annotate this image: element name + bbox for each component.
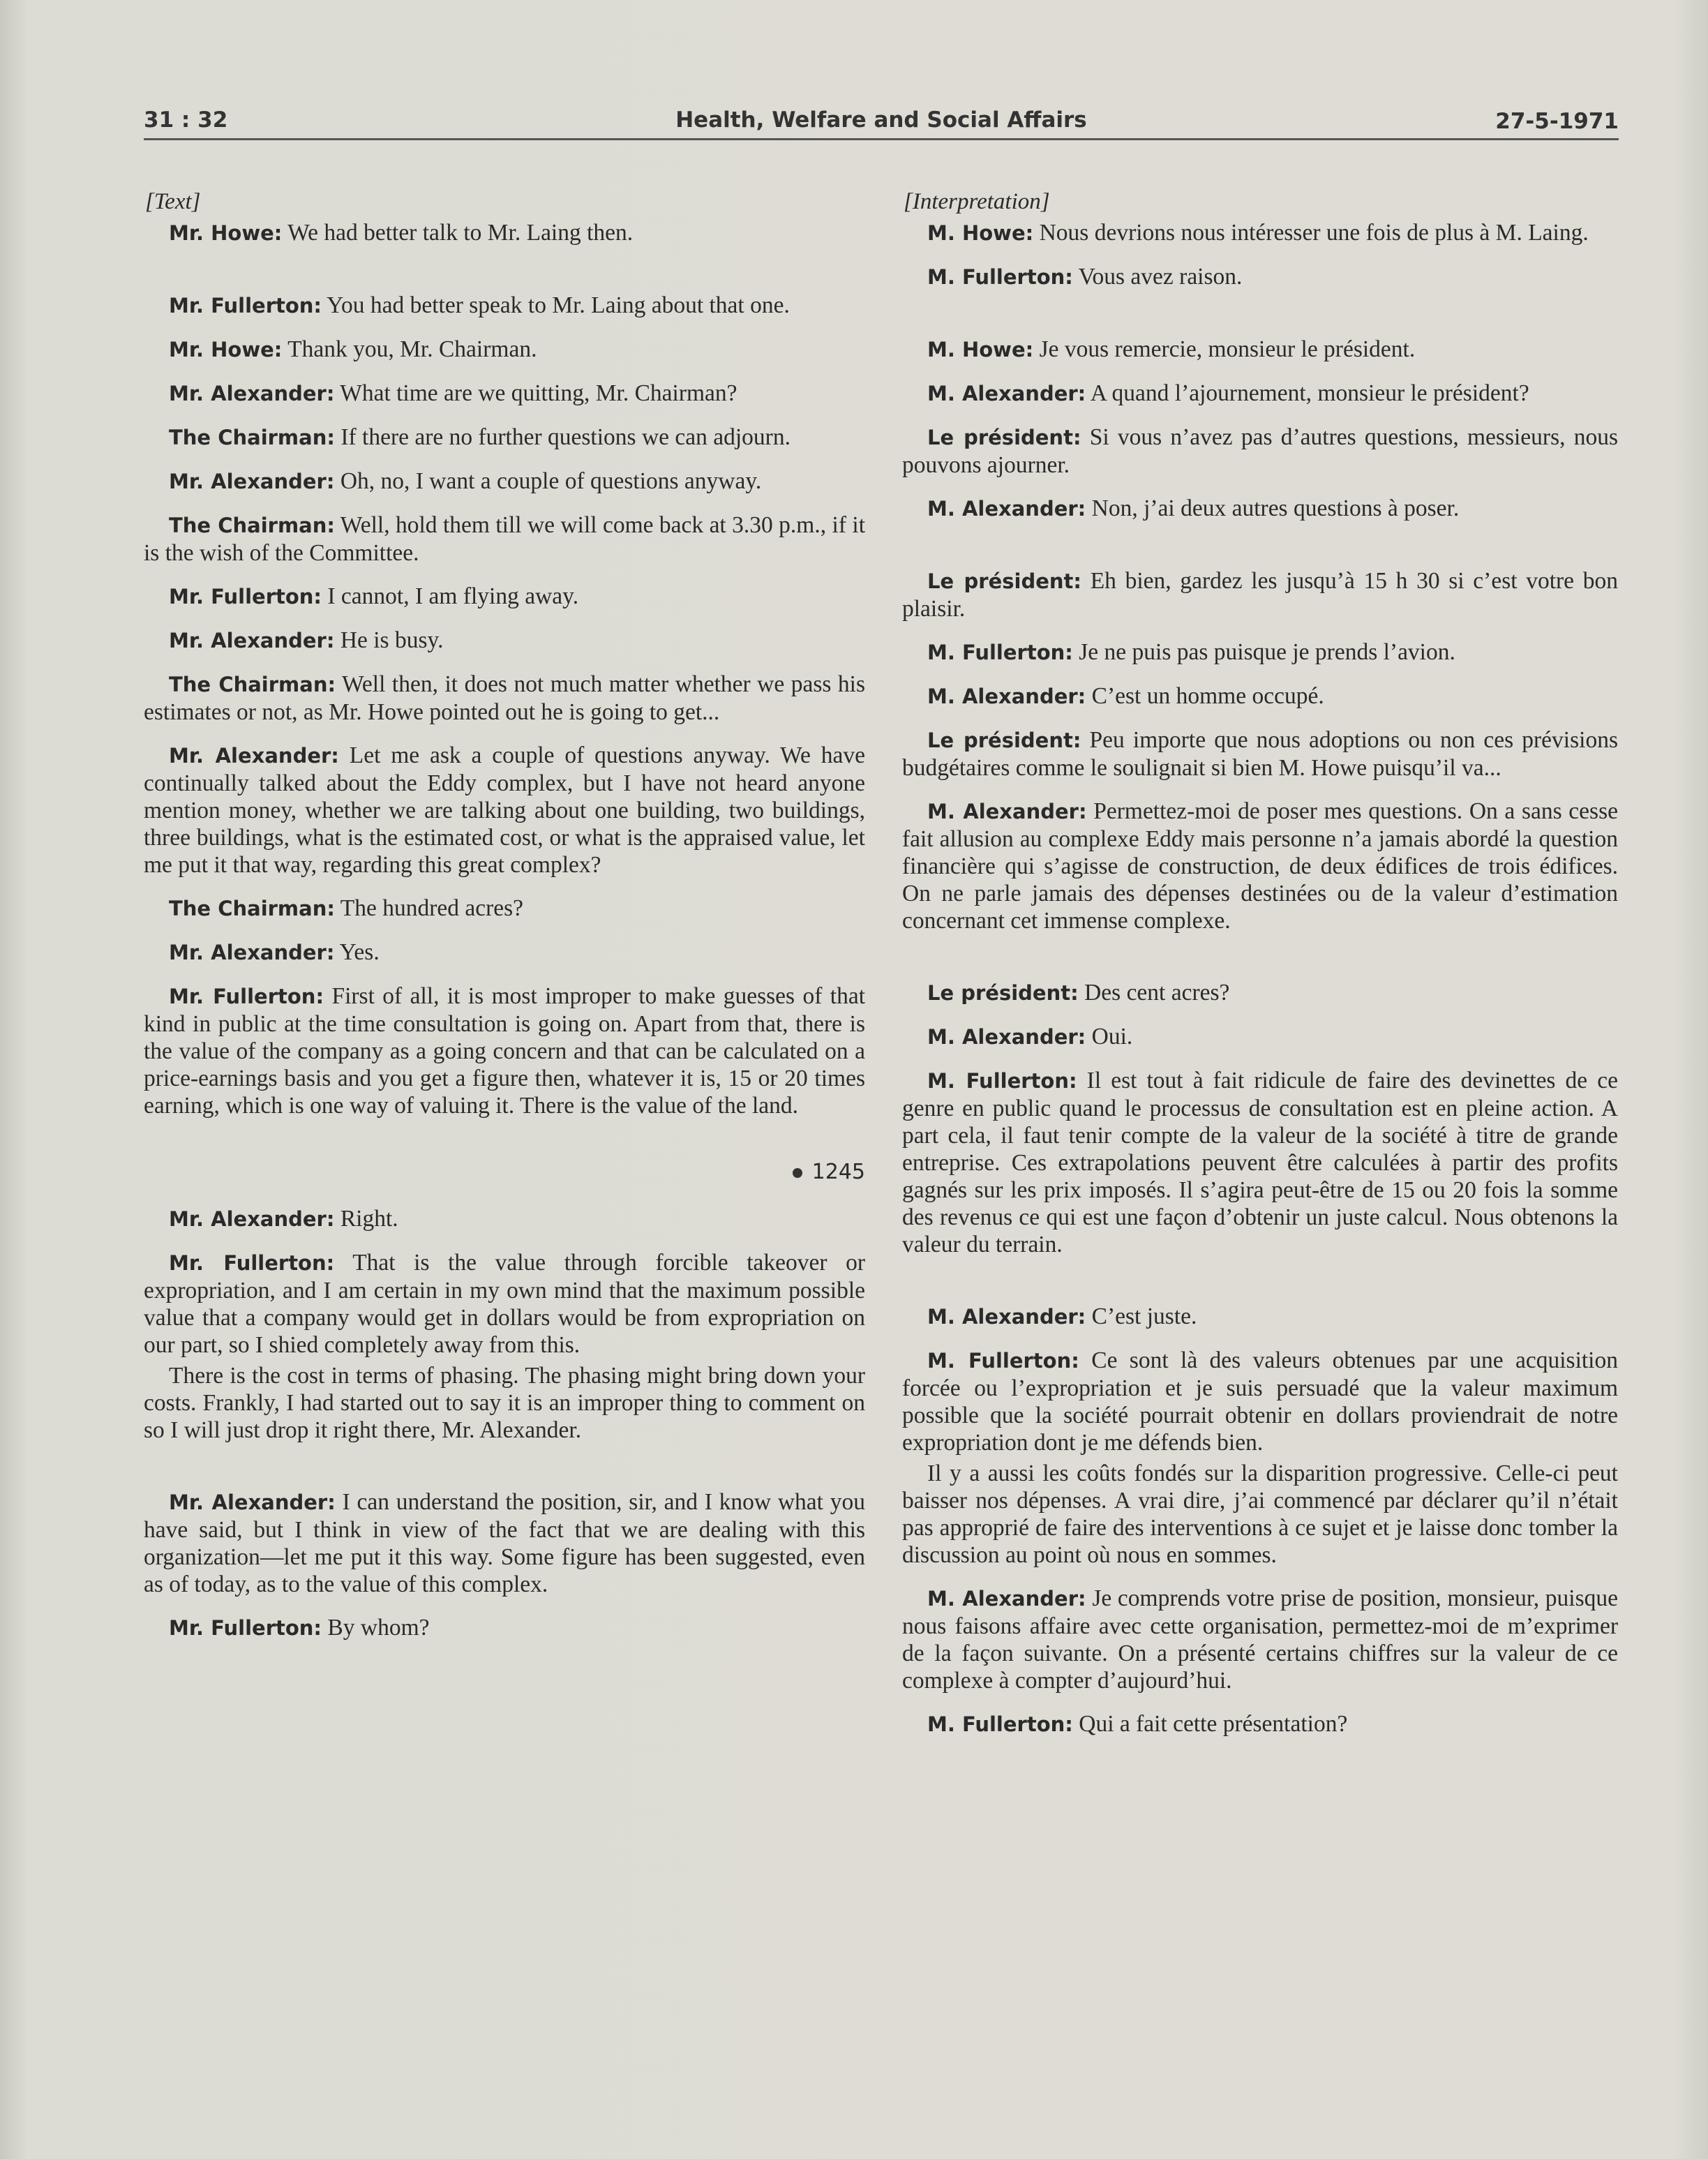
speech-text: By whom?	[322, 1615, 430, 1641]
publication-title: Health, Welfare and Social Affairs	[675, 107, 1087, 133]
speech-text: Eh bien, gardez les jusqu’à 15 h 30 si c’est votre bon plaisir.	[902, 568, 1618, 622]
publication-date: 27-5-1971	[1495, 109, 1619, 134]
header-rule	[144, 138, 1619, 140]
transcript-paragraph	[144, 336, 865, 364]
speech-text: Nous devrions nous intéresser une fois de plus à M. Laing.	[1033, 220, 1589, 246]
transcript-paragraph	[902, 726, 1618, 782]
speech-text: Non, j’ai deux autres questions à poser.	[1086, 495, 1460, 521]
section-label-text: [Text]	[145, 189, 201, 214]
speech-text: Permettez-moi de poser mes questions. On a sans cesse fait allusion au complexe Eddy mais personne n’a jamais abordé la question financière qui s’agisse de construction, de deux édifices de trois édifices. On ne parle jamais des dépenses destinées ou de la valeur d’estimation concernant cet immense complexe.	[902, 798, 1618, 934]
speech-text: I cannot, I am flying away.	[322, 583, 579, 609]
speech-text: Qui a fait cette présentation?	[1072, 1711, 1348, 1737]
speech-text: Si vous n’avez pas d’autres questions, messieurs, nous pouvons ajourner.	[902, 424, 1618, 478]
time-marker	[144, 1160, 865, 1184]
speech-text: What time are we quitting, Mr. Chairman?	[334, 380, 737, 406]
speaker-name: Mr. Alexander:	[169, 382, 335, 405]
transcript-paragraph	[144, 292, 865, 320]
transcript-paragraph	[902, 638, 1618, 666]
transcript-paragraph	[902, 336, 1618, 364]
speech-text: Oui.	[1086, 1024, 1133, 1049]
transcript-paragraph	[144, 424, 865, 451]
transcript-paragraph	[144, 1205, 865, 1233]
speaker-name: Le président:	[927, 426, 1081, 449]
speaker-name: M. Fullerton:	[927, 1069, 1077, 1093]
speaker-name: M. Howe:	[927, 338, 1034, 361]
english-column	[144, 188, 865, 1642]
bullet-icon	[793, 1168, 802, 1178]
speaker-name: M. Fullerton:	[927, 265, 1073, 289]
transcript-paragraph	[144, 380, 865, 408]
speaker-name: Le président:	[927, 569, 1082, 593]
speaker-name: Le président:	[927, 729, 1081, 752]
transcript-paragraph	[144, 1614, 865, 1642]
transcript-paragraph	[144, 219, 865, 247]
transcript-paragraph	[902, 495, 1618, 523]
speech-text: C’est un homme occupé.	[1086, 683, 1324, 709]
transcript-paragraph	[902, 1067, 1618, 1258]
speech-text: Peu importe que nous adoptions ou non ces prévisions budgétaires comme le soulignait si bien M. Howe puisqu’il va...	[902, 727, 1618, 781]
speaker-name: M. Alexander:	[927, 1305, 1086, 1329]
speech-text: Des cent acres?	[1078, 980, 1230, 1006]
transcript-paragraph	[902, 682, 1618, 710]
speaker-name: Mr. Fullerton:	[169, 294, 322, 318]
speech-text: I can understand the position, sir, and I know what you have said, but I think in view of the fact that we are dealing with this organization—let me put it this way. Some figure has been suggested, even as of today, as to the value of this complex.	[144, 1489, 865, 1597]
speaker-name: M. Fullerton:	[927, 1349, 1079, 1373]
speaker-name: Mr. Fullerton:	[169, 1251, 335, 1275]
speaker-name: The Chairman:	[169, 514, 335, 537]
transcript-paragraph	[902, 1585, 1618, 1694]
speech-text: C’est juste.	[1086, 1303, 1197, 1329]
transcript-paragraph	[144, 468, 865, 495]
speech-text: He is busy.	[334, 627, 444, 653]
speech-text: We had better talk to Mr. Laing then.	[282, 220, 634, 246]
transcript-paragraph	[144, 1249, 865, 1359]
speech-text: Yes.	[334, 939, 380, 965]
transcript-paragraph	[902, 1710, 1618, 1738]
speech-text: Let me ask a couple of questions anyway. We have continually talked about the Eddy complex, but I have not heard anyone mention money, whether we are talking about one building, two buildings, three buildings, what is the estimated cost, or what is the appraised value, let me put it that way, regarding this great complex?	[144, 742, 865, 878]
transcript-paragraph	[144, 511, 865, 567]
transcript-paragraph	[902, 1347, 1618, 1456]
speech-text: You had better speak to Mr. Laing about that one.	[322, 292, 790, 318]
time-marker-text: 1245	[811, 1160, 865, 1184]
transcript-paragraph	[144, 939, 865, 966]
speaker-name: The Chairman:	[169, 673, 336, 696]
speech-text: Je comprends votre prise de position, monsieur, puisque nous faisons affaire avec cette organisation, permettez-moi de m’exprimer de la façon suivante. On a présenté certains chiffres sur la valeur de ce complexe à compter d’aujourd’hui.	[902, 1585, 1618, 1694]
speech-text: Ce sont là des valeurs obtenues par une acquisition forcée ou l’expropriation et je suis persuadé que la valeur maximum possible que la société pourrait obtenir en dollars proviendrait de notre expropriation dont je me défends bien.	[902, 1347, 1618, 1456]
speech-text: The hundred acres?	[334, 895, 524, 921]
speech-text: Je vous remercie, monsieur le président.	[1033, 336, 1416, 362]
speech-text: That is the value through forcible takeover or expropriation, and I am certain in my own mind that the maximum possible value that a company would get in dollars would be from expropriation on our part, so I shied completely away from this.	[144, 1250, 866, 1358]
transcript-paragraph	[902, 979, 1618, 1007]
speech-text: Je ne puis pas puisque je prends l’avion.	[1072, 639, 1455, 665]
speaker-name: M. Howe:	[927, 221, 1034, 245]
transcript-paragraph	[144, 742, 865, 879]
speaker-name: M. Alexander:	[927, 382, 1086, 405]
speaker-name: M. Alexander:	[927, 685, 1086, 708]
speaker-name: Mr. Alexander:	[169, 1207, 335, 1231]
speaker-name: M. Alexander:	[927, 497, 1086, 521]
transcript-paragraph	[902, 1303, 1618, 1331]
speech-text: Oh, no, I want a couple of questions anyway.	[334, 468, 762, 494]
speech-text: Il est tout à fait ridicule de faire des devinettes de ce genre en public quand le processus de consultation est en pleine action. A part cela, il faut tenir compte de la valeur de la société à titre de grande entreprise. Ces extrapolations peuvent être calculées à partir des profits gagnés sur les prix imposés. Il s’agira peut-être de 15 ou 20 fois la somme des revenus ce qui est une façon d’obtenir un juste calcul. Nous obtenons la valeur du terrain.	[902, 1068, 1618, 1257]
speech-text: Il y a aussi les coûts fondés sur la disparition progressive. Celle-ci peut baisser nos dépenses. A vrai dire, j’ai commencé par déclarer qu’il n’était pas approprié de faire des interventions à ce sujet et je laisse donc tomber la discussion au point où nous en sommes.	[902, 1460, 1618, 1568]
french-column	[902, 188, 1618, 1738]
page-header	[144, 105, 1619, 140]
speaker-name: M. Fullerton:	[927, 641, 1073, 664]
transcript-paragraph	[902, 219, 1618, 247]
speech-text: Well, hold them till we will come back at 3.30 p.m., if it is the wish of the Committee.	[144, 512, 865, 566]
transcript-paragraph	[902, 424, 1618, 479]
transcript-paragraph	[144, 671, 865, 726]
transcript-paragraph	[902, 567, 1618, 622]
speech-text: If there are no further questions we can adjourn.	[334, 424, 791, 450]
transcript-paragraph	[902, 380, 1618, 408]
speaker-name: M. Alexander:	[927, 1587, 1086, 1611]
speaker-name: Mr. Howe:	[169, 338, 283, 361]
speaker-name: M. Alexander:	[927, 800, 1087, 823]
speaker-name: Mr. Alexander:	[169, 744, 339, 768]
speech-text: There is the cost in terms of phasing. The phasing might bring down your costs. Frankly, I had started out to say it is an improper thing to comment on so I will just drop it right there, Mr. Alexander.	[144, 1363, 865, 1443]
speech-text: Thank you, Mr. Chairman.	[282, 336, 537, 362]
speaker-name: The Chairman:	[169, 426, 335, 449]
transcript-paragraph	[902, 263, 1618, 291]
speech-text: First of all, it is most improper to make guesses of that kind in public at the time consultation is going on. Apart from that, there is the value of the company as a going concern and that can be calculated on a price-earnings basis and you get a figure then, whatever it is, 15 or 20 times earning, which is one way of valuing it. There is the value of the land.	[144, 983, 866, 1119]
speech-text: A quand l’ajournement, monsieur le président?	[1086, 380, 1529, 406]
transcript-paragraph	[902, 798, 1618, 934]
speaker-name: Le président:	[927, 981, 1079, 1005]
speaker-name: Mr. Fullerton:	[169, 1616, 322, 1640]
speaker-name: Mr. Alexander:	[169, 1491, 336, 1514]
transcript-paragraph	[144, 983, 865, 1119]
speaker-name: M. Fullerton:	[927, 1712, 1073, 1736]
speaker-name: Mr. Fullerton:	[169, 585, 322, 608]
speaker-name: Mr. Alexander:	[169, 629, 335, 652]
speech-text: Right.	[334, 1206, 398, 1232]
section-label-interpretation: [Interpretation]	[904, 189, 1050, 214]
speaker-name: M. Alexander:	[927, 1025, 1086, 1049]
transcript-paragraph	[144, 895, 865, 922]
transcript-paragraph	[902, 1460, 1618, 1569]
speaker-name: Mr. Fullerton:	[169, 985, 324, 1008]
speaker-name: Mr. Alexander:	[169, 941, 335, 964]
speech-text: Well then, it does not much matter whether we pass his estimates or not, as Mr. Howe pointed out he is going to get...	[144, 671, 865, 725]
transcript-paragraph	[144, 583, 865, 611]
speaker-name: The Chairman:	[169, 897, 335, 920]
speaker-name: Mr. Howe:	[169, 221, 283, 245]
page-number: 31 : 32	[144, 107, 228, 133]
transcript-paragraph	[144, 1362, 865, 1444]
transcript-paragraph	[144, 1488, 865, 1598]
speaker-name: Mr. Alexander:	[169, 470, 335, 493]
speech-text: Vous avez raison.	[1072, 264, 1243, 290]
transcript-paragraph	[144, 627, 865, 655]
transcript-paragraph	[902, 1023, 1618, 1051]
